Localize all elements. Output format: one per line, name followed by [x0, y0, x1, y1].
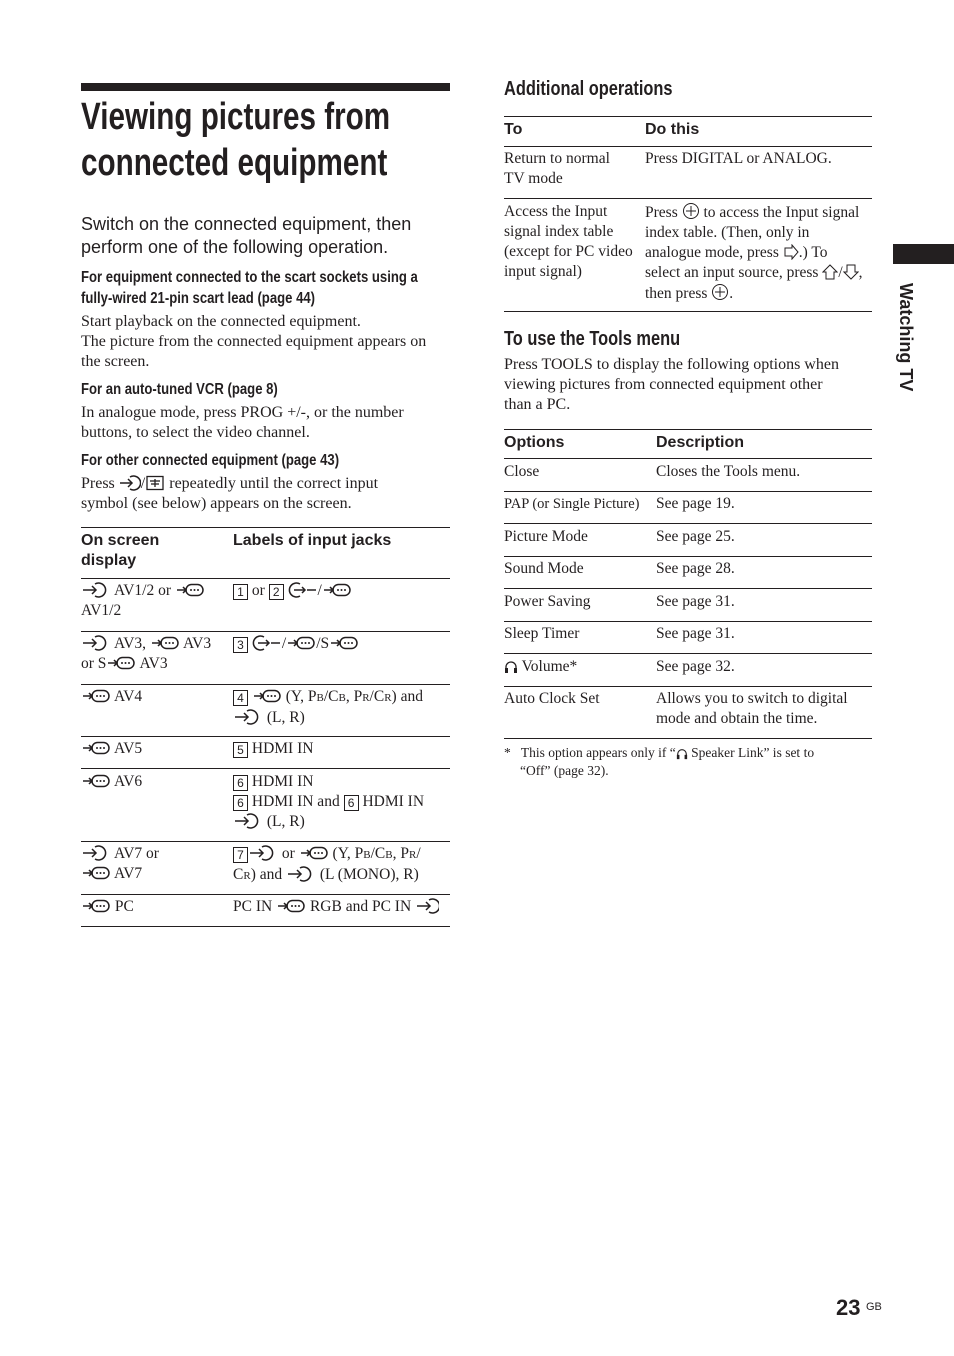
component-input-icon: [286, 635, 316, 651]
input-arrow-icon: [119, 475, 141, 491]
row-rule: [504, 198, 872, 199]
tools-description: Allows you to switch to digital mode and obtain the time.: [656, 690, 848, 727]
jack-number-6: 6: [233, 775, 248, 791]
arrow-right-icon: [783, 244, 799, 260]
vcr-heading: For an auto-tuned VCR (page 8): [81, 381, 278, 398]
col-description: Description: [656, 434, 745, 451]
row-rule: [504, 491, 872, 492]
scart-in-out-icon: [288, 582, 318, 598]
row-rule: [81, 841, 450, 842]
input-arrow-icon: [286, 866, 316, 882]
tools-description: See page 31.: [656, 593, 735, 610]
tools-option: Sleep Timer: [504, 625, 580, 642]
table-row-labels: 1 or 2 /: [233, 581, 352, 601]
input-arrow-icon: [233, 813, 263, 829]
ops-bottom-rule: [504, 311, 872, 312]
table-row-labels: 4 (Y, PB/CB, PR/CR) and (L, R): [233, 687, 423, 728]
tools-top-rule: [504, 429, 872, 430]
jack-number-5: 5: [233, 742, 248, 758]
jack-number-3: 3: [233, 637, 248, 653]
input-arrow-icon: [415, 898, 439, 914]
intro-text: Switch on the connected equipment, then perform one of the following operation.: [81, 214, 412, 257]
component-input-icon: [81, 865, 111, 881]
component-input-icon: [81, 773, 111, 789]
col-do-this: Do this: [645, 121, 700, 138]
component-input-icon: [252, 688, 282, 704]
col-labels-input-jacks: Labels of input jacks: [233, 532, 392, 549]
tools-description: See page 25.: [656, 528, 735, 545]
table-row: AV1/2 or AV1/2: [81, 581, 205, 621]
row-rule: [81, 684, 450, 685]
component-input-icon: [175, 582, 205, 598]
jack-number-6: 6: [233, 795, 248, 811]
page-title: Viewing pictures from connected equipment: [81, 96, 391, 184]
tools-bottom-rule: [504, 738, 872, 739]
table-row-labels: PC IN RGB and PC IN: [233, 897, 439, 917]
ok-button-icon: [711, 283, 729, 301]
tools-description: See page 31.: [656, 625, 735, 642]
ops-top-rule: [504, 116, 872, 117]
row-rule: [504, 556, 872, 557]
row-rule: [81, 631, 450, 632]
col-to: To: [504, 121, 523, 138]
row-rule: [504, 588, 872, 589]
table-row: AV3, AV3 or S AV3: [81, 635, 212, 672]
tools-description: Closes the Tools menu.: [656, 463, 801, 480]
tools-menu-text: Press TOOLS to display the following options when viewing pictures from connected equipment other than a PC.: [504, 356, 839, 413]
col-options: Options: [504, 434, 565, 451]
section-tab-label: Watching TV: [896, 283, 916, 392]
tools-description: See page 19.: [656, 495, 735, 512]
section-tab-marker: [893, 244, 954, 264]
jack-number-7: 7: [233, 847, 248, 863]
headphone-icon: [504, 660, 518, 674]
row-rule: [81, 768, 450, 769]
jack-number-2: 2: [269, 584, 284, 600]
ops-header-rule: [504, 146, 872, 147]
component-input-icon: [299, 845, 329, 861]
text-input-icon: [145, 475, 165, 491]
additional-operations-heading: Additional operations: [504, 78, 673, 100]
input-arrow-icon: [81, 845, 111, 861]
tools-description: See page 28.: [656, 560, 735, 577]
tools-description: See page 32.: [656, 658, 735, 675]
table-bottom-rule: [81, 926, 450, 927]
tools-option: Power Saving: [504, 593, 591, 610]
tools-option: Volume*: [504, 657, 577, 677]
table-top-rule: [81, 527, 450, 528]
component-input-icon: [81, 740, 111, 756]
tools-option: Auto Clock Set: [504, 690, 600, 707]
headphone-icon: [676, 748, 688, 760]
ops-row-do: Press to access the Input signal index table. (Then, only in analogue mode, press .) To select an input source, press / , then press .: [645, 204, 863, 302]
scart-text: Start playback on the connected equipment. The picture from the connected equipment appears on the screen.: [81, 313, 427, 370]
table-row-labels: 7 or (Y, PB/CB, PR/ CR) and (L (MONO), R): [233, 845, 421, 883]
vcr-text: In analogue mode, press PROG +/-, or the number buttons, to select the video channel.: [81, 404, 404, 441]
table-row: AV6: [81, 772, 142, 792]
arrow-up-icon: [822, 264, 838, 280]
other-equipment-heading: For other connected equipment (page 43): [81, 452, 340, 469]
ops-row-to: Access the Input signal index table (except for PC video input signal): [504, 203, 633, 280]
table-header-rule: [81, 578, 450, 579]
tools-option: PAP (or Single Picture): [504, 496, 640, 512]
ops-row-to: Return to normal TV mode: [504, 150, 610, 187]
table-row: AV7 or AV7: [81, 844, 159, 884]
scart-heading: For equipment connected to the scart sockets using a fully-wired 21-pin scart lead (page 44): [81, 269, 418, 307]
tools-menu-heading: To use the Tools menu: [504, 328, 681, 350]
component-input-icon: [150, 635, 180, 651]
title-rule: [81, 83, 450, 91]
tools-option: Sound Mode: [504, 560, 584, 577]
row-rule: [81, 736, 450, 737]
table-row: AV5: [81, 739, 142, 759]
scart-in-out-icon: [252, 635, 282, 651]
jack-number-4: 4: [233, 690, 248, 706]
footnote: * This option appears only if “ Speaker Link” is set to “Off” (page 32).: [504, 745, 815, 778]
tools-option: Picture Mode: [504, 528, 588, 545]
table-row-labels: 5 HDMI IN: [233, 739, 313, 759]
s-video-input-icon: [329, 635, 359, 651]
other-equipment-text: Press / repeatedly until the correct input symbol (see below) appears on the screen.: [81, 475, 379, 512]
input-arrow-icon: [81, 635, 111, 651]
row-rule: [504, 621, 872, 622]
arrow-down-icon: [843, 264, 859, 280]
page-region-code: GB: [866, 1301, 882, 1313]
table-row-labels: 3 / /S: [233, 634, 359, 654]
page-number: 23: [836, 1295, 861, 1320]
col-on-screen-display: On screen display: [81, 532, 160, 569]
input-arrow-icon: [233, 709, 263, 725]
tools-header-rule: [504, 458, 872, 459]
component-input-icon: [322, 582, 352, 598]
row-rule: [504, 523, 872, 524]
table-row-labels: 6 HDMI IN 6 HDMI IN and 6 HDMI IN (L, R): [233, 772, 424, 832]
input-arrow-icon: [248, 845, 278, 861]
jack-number-6: 6: [344, 795, 359, 811]
pc-input-icon: [81, 898, 111, 914]
component-input-icon: [81, 688, 111, 704]
row-rule: [504, 686, 872, 687]
row-rule: [504, 653, 872, 654]
row-rule: [81, 894, 450, 895]
input-arrow-icon: [81, 582, 111, 598]
jack-number-1: 1: [233, 584, 248, 600]
ok-button-icon: [682, 202, 700, 220]
table-row: PC: [81, 897, 134, 917]
ops-row-do: Press DIGITAL or ANALOG.: [645, 150, 832, 167]
s-video-input-icon: [106, 655, 136, 671]
pc-input-icon: [276, 898, 306, 914]
tools-option: Close: [504, 463, 540, 480]
table-row: AV4: [81, 687, 142, 707]
